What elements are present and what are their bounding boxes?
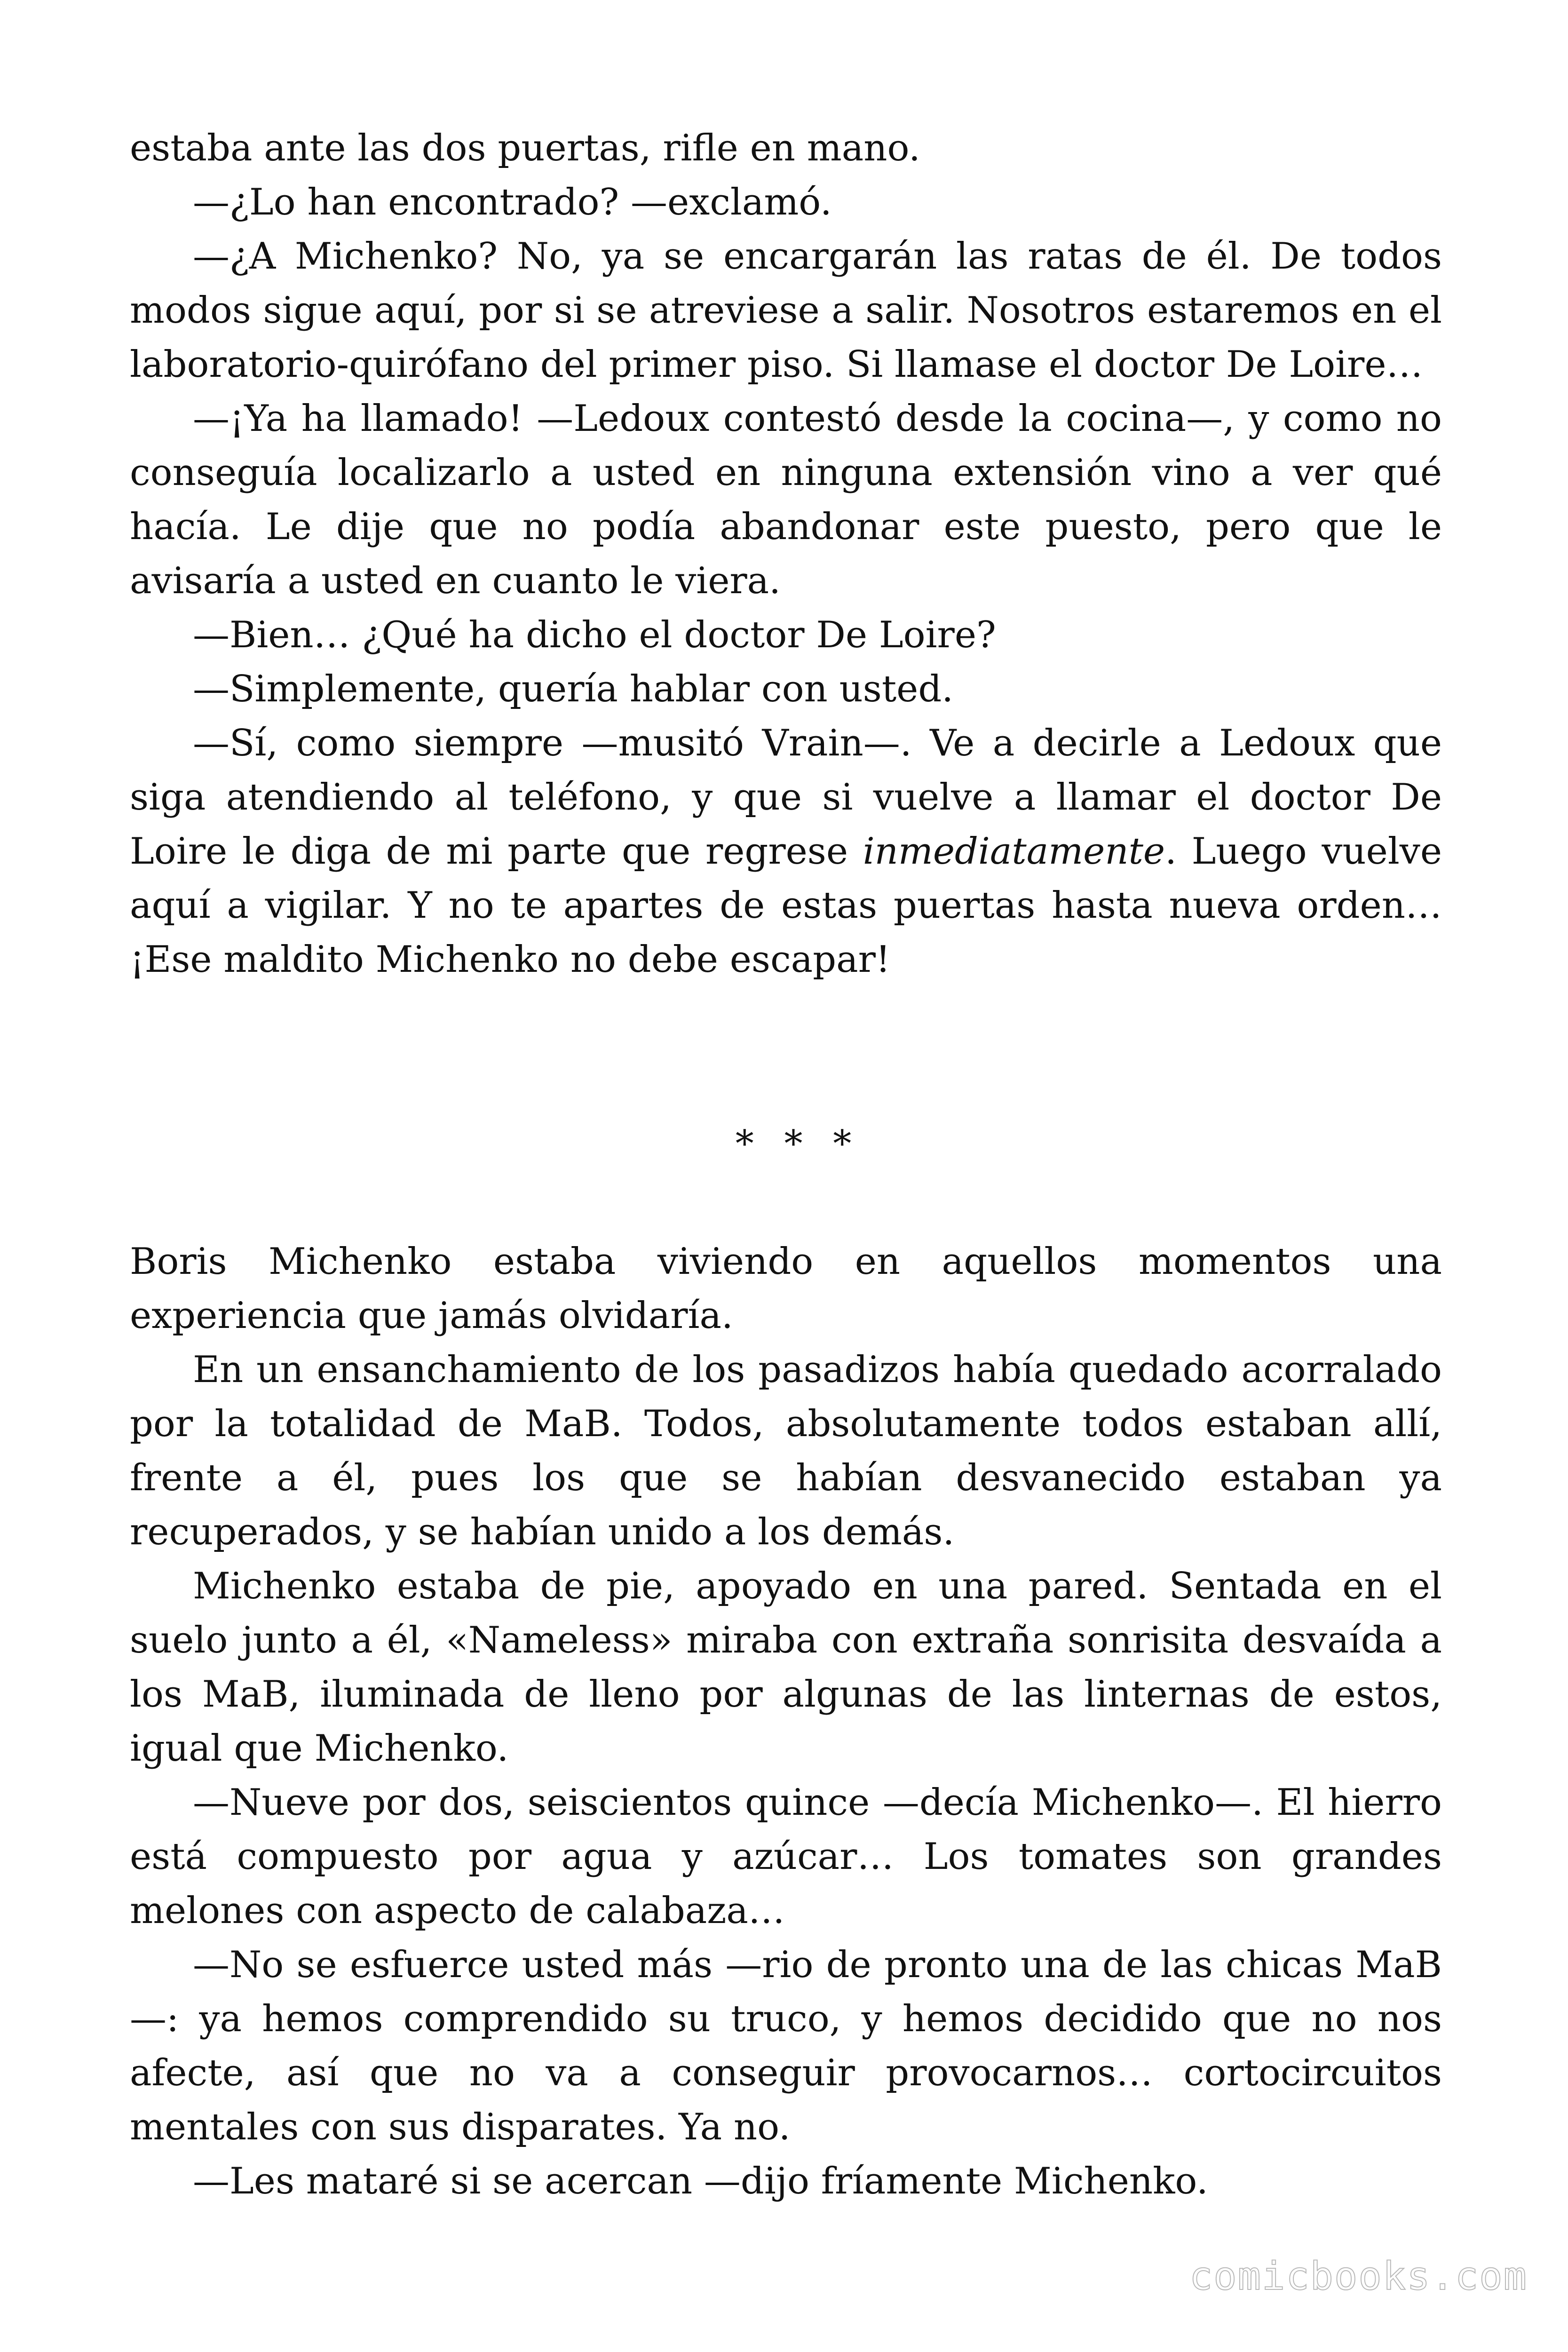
paragraph: —No se esfuerce usted más —rio de pronto una de las chicas MaB—: ya hemos comprendido su truco, y hemos decidido que no nos afecte, así que no va a conseguir provocarnos… cortocircuitos mentales con sus disparates. Ya no. (130, 1944, 1442, 2148)
paragraph: —¡Ya ha llamado! —Ledoux contestó desde la cocina—, y como no conseguía localizarlo a usted en ninguna extensión vino a ver qué hacía. Le dije que no podía abandonar este puesto, pero que le avisaría a usted en cuanto le viera. (130, 397, 1442, 602)
paragraph: —Les mataré si se acercan —dijo fríamente Michenko. (193, 2160, 1208, 2202)
paragraph: —Bien… ¿Qué ha dicho el doctor De Loire? (193, 614, 996, 656)
paragraph: estaba ante las dos puertas, rifle en mano. (130, 127, 920, 169)
paragraph: En un ensanchamiento de los pasadizos había quedado acorralado por la totalidad de MaB. Todos, absolutamente todos estaban allí, frente a él, pues los que se habían desvanecido estaban ya recuperados, y se habían unido a los demás. (130, 1349, 1442, 1553)
paragraph: Michenko estaba de pie, apoyado en una pared. Sentada en el suelo junto a él, «Nameless» miraba con extraña sonrisita desvaída a los MaB, iluminada de lleno por algunas de las linternas de estos, igual que Michenko. (130, 1565, 1442, 1770)
paragraph: Boris Michenko estaba viviendo en aquellos momentos una experiencia que jamás olvidaría. (130, 1240, 1442, 1337)
scene-break-separator: * * * (735, 1123, 861, 1165)
italic-emphasis: inmediatamente (863, 830, 1165, 873)
paragraph: —Simplemente, quería hablar con usted. (193, 668, 954, 710)
paragraph (130, 716, 1442, 987)
text-section-1 (130, 121, 1442, 987)
paragraph-text: —Sí, como siempre —musitó Vrain—. Ve a decirle a Ledoux que siga atendiendo al teléfono, y que si vuelve a llamar el doctor De Loire le diga de mi parte que regrese (130, 722, 1442, 873)
paragraph: —¿Lo han encontrado? —exclamó. (193, 181, 832, 223)
paragraph: —Nueve por dos, seiscientos quince —decía Michenko—. El hierro está compuesto por agua y azúcar… Los tomates son grandes melones con aspecto de calabaza… (130, 1781, 1442, 1932)
paragraph-text: . Luego vuelve aquí a vigilar. Y no te apartes de estas puertas hasta nueva orden… ¡Ese maldito Michenko no debe escapar! (130, 830, 1442, 981)
text-section-2 (130, 1235, 1442, 2209)
watermark: comicbooks.com (1189, 2254, 1528, 2299)
paragraph: —¿A Michenko? No, ya se encargarán las ratas de él. De todos modos sigue aquí, por si se atreviese a salir. Nosotros estaremos en el laboratorio-quirófano del primer piso. Si llamase el doctor De Loire… (130, 235, 1442, 386)
